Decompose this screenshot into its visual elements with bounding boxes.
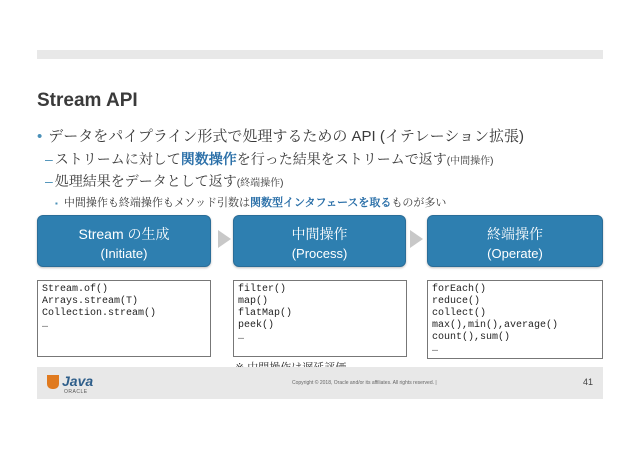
stage-title: 終端操作 (487, 226, 543, 242)
stage-operate (427, 215, 603, 267)
stage-process (233, 215, 406, 267)
bullet1-text: データをパイプライン形式で処理するための API (イテレーション拡張) (48, 128, 524, 145)
bullet2a-small: (中間操作) (446, 156, 494, 167)
bullet3-post: ものが多い (391, 197, 447, 209)
code-box-initiate: Stream.of() Arrays.stream(T) Collection.stream() … (37, 280, 211, 357)
bullet2b-small: (終端操作) (236, 178, 284, 189)
stage-subtitle: (Operate) (487, 246, 543, 261)
slide-title: Stream API (37, 90, 138, 111)
bullet-dot-icon: • (37, 128, 43, 145)
bullet-level3 (55, 194, 446, 210)
stage-subtitle: (Process) (291, 246, 348, 261)
bullet-square-icon: ▪ (55, 198, 58, 208)
bullet3-bold: 関数型インタフェースを取る (249, 197, 392, 209)
stage-initiate (37, 215, 211, 267)
bullet-level1 (37, 125, 524, 146)
bullet-level2-intermediate (45, 149, 493, 169)
slide-top-bar (37, 50, 603, 59)
bullet2a-pre: ストリームに対して (54, 151, 181, 167)
bullet3-pre: 中間操作も終端操作もメソッド引数は (63, 197, 250, 209)
coffee-cup-icon (47, 375, 59, 389)
stage-subtitle: (Initiate) (100, 246, 148, 261)
bullet2a-post: を行った結果をストリームで返す (236, 151, 447, 167)
bullet-dash-icon: – (45, 151, 53, 167)
bullet-dash-icon: – (45, 173, 53, 189)
logo-subtext: ORACLE (64, 389, 88, 395)
bullet2b-pre: 処理結果をデータとして返す (54, 173, 237, 189)
bullet-level2-terminal (45, 171, 283, 191)
copyright-text: Copyright © 2018, Oracle and/or its affiliates. All rights reserved. | (292, 380, 437, 386)
page-number: 41 (582, 377, 593, 387)
code-box-process: filter() map() flatMap() peek() … (233, 280, 407, 357)
logo-text: Java (62, 373, 94, 389)
arrow-right-icon (218, 230, 231, 248)
bullet2a-bold: 関数操作 (180, 151, 237, 167)
stage-title: 中間操作 (291, 226, 348, 242)
stage-title: Stream の生成 (78, 226, 170, 242)
java-logo (47, 371, 95, 397)
arrow-right-icon (410, 230, 423, 248)
slide-footer (37, 367, 603, 399)
slide (37, 59, 603, 399)
code-box-operate: forEach() reduce() collect() max(),min(),average() count(),sum() … (427, 280, 603, 359)
